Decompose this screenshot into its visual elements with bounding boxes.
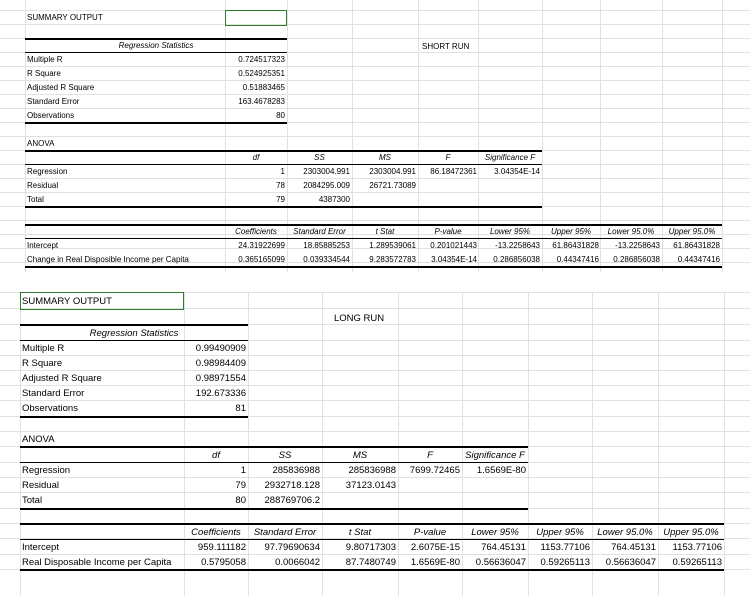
stat-value: 80 [276,111,285,120]
regression-statistics-title: Regression Statistics [89,328,179,339]
coef-value: 9.80717303 [345,542,396,553]
coef-value: 87.7480749 [345,557,396,568]
gridline [0,355,750,356]
gridline [0,66,750,67]
anova-f: 7699.72465 [409,465,460,476]
coef-value: 97.79690634 [264,542,320,553]
anova-ms: 285836988 [348,465,396,476]
coef-value: 0.286856038 [493,255,540,264]
coef-value: 0.365165099 [238,255,285,264]
coef-row-label: Intercept [27,241,59,250]
table-border [25,206,542,208]
stat-value: 192.673336 [195,388,246,399]
gridline [0,10,750,11]
regression-statistics-title: Regression Statistics [118,41,194,50]
table-border [20,508,528,510]
anova-df: 80 [235,495,246,506]
anova-ss: 288769706.2 [264,495,320,506]
coef-value: 0.5795058 [201,557,246,568]
anova-df: 1 [280,167,285,176]
anova-df: 1 [240,465,246,476]
coef-row-label: Real Disposable Income per Capita [22,557,172,568]
coef-header: Upper 95% [536,527,584,538]
stat-value: 0.51883465 [242,83,285,92]
anova-row-label: Total [22,495,43,506]
table-border [25,266,722,268]
coef-header: Upper 95% [550,227,592,236]
anova-header-ss: SS [314,153,325,162]
coef-header: t Stat [348,527,372,538]
stat-value: 0.98971554 [195,373,246,384]
coef-value: 0.039334544 [303,255,350,264]
stat-label: Adjusted R Square [27,83,95,92]
anova-df: 78 [276,181,285,190]
coef-value: 1.289539061 [369,241,416,250]
coef-value: 2.6075E-15 [410,542,460,553]
stat-value: 0.724517323 [238,55,285,64]
stat-value: 0.99490909 [195,343,246,354]
stat-label: R Square [22,358,63,369]
anova-header-ms: MS [352,450,368,461]
coef-value: 61.86431828 [552,241,599,250]
gridline [0,24,750,25]
anova-header-df: df [212,450,220,461]
coef-value: 959.111182 [197,542,246,553]
coef-value: 0.56636047 [475,557,526,568]
anova-header-f: F [427,450,433,461]
anova-sig: 3.04354E-14 [494,167,540,176]
coef-value: 1153.77106 [672,542,722,553]
gridline [0,136,750,137]
table-border [25,122,287,124]
stat-label: Adjusted R Square [22,373,102,384]
stat-label: Observations [27,111,75,120]
anova-sig: 1.6569E-80 [476,465,526,476]
table-border [20,416,248,418]
coef-header: Lower 95% [489,227,531,236]
coef-value: 18.85885253 [303,241,350,250]
coef-value: 3.04354E-14 [431,255,477,264]
anova-ms: 26721.73089 [369,181,416,190]
summary-output-title: SUMMARY OUTPUT [22,296,112,307]
coef-value: -13.2258643 [495,241,540,250]
coef-header: Lower 95% [471,527,519,538]
coef-value: 764.45131 [611,542,656,553]
anova-row-label: Residual [22,480,59,491]
coef-value: 0.44347416 [556,255,599,264]
gridline [0,94,750,95]
coef-header: t Stat [375,227,395,236]
summary-output-title: SUMMARY OUTPUT [27,13,103,22]
coef-header: P-value [413,527,447,538]
coef-value: 0.44347416 [677,255,720,264]
coef-value: 1153.77106 [540,542,590,553]
stat-label: Standard Error [27,97,80,106]
coef-value: 0.56636047 [605,557,656,568]
coef-value: 0.286856038 [613,255,660,264]
anova-ss: 4387300 [318,195,350,204]
run-label: SHORT RUN [422,42,470,51]
anova-row-label: Regression [27,167,68,176]
stat-label: Multiple R [27,55,63,64]
anova-ss: 285836988 [272,465,320,476]
coef-header: Upper 95.0% [668,227,716,236]
coef-header: Upper 95.0% [663,527,719,538]
anova-ss: 2303004.991 [303,167,350,176]
coef-row-label: Intercept [22,542,59,553]
table-border [20,569,724,571]
coef-value: -13.2258643 [615,241,660,250]
anova-ss: 2084295.009 [303,181,350,190]
coef-value: 24.31922699 [238,241,285,250]
coef-value: 9.283572783 [369,255,416,264]
gridline [0,80,750,81]
run-label: LONG RUN [334,313,385,324]
anova-row-label: Residual [27,181,59,190]
anova-df: 79 [235,480,246,491]
stat-label: Multiple R [22,343,65,354]
anova-header-df: df [252,153,260,162]
gridline [0,492,750,493]
gridline [724,292,725,596]
stat-label: R Square [27,69,61,78]
coef-value: 0.59265113 [672,557,722,568]
coef-header: Lower 95.0% [597,527,653,538]
coef-value: 764.45131 [481,542,526,553]
selected-cell-outline [225,10,287,26]
anova-ms: 2303004.991 [369,167,416,176]
coef-header: Standard Error [293,227,346,236]
stat-value: 81 [235,403,246,414]
stat-label: Standard Error [22,388,85,399]
gridline [0,431,750,432]
coef-header: Coefficients [235,227,277,236]
coef-value: 0.201021443 [430,241,477,250]
coef-row-label: Change in Real Disposible Income per Capita [27,255,189,264]
anova-ms: 37123.0143 [345,480,396,491]
coef-header: Coefficients [191,527,241,538]
coef-value: 0.59265113 [540,557,590,568]
anova-header-ms: MS [379,153,391,162]
gridline [0,220,750,221]
anova-header-sig: Significance F [465,450,525,461]
coef-header: Standard Error [253,527,317,538]
coef-header: Lower 95.0% [607,227,655,236]
stat-value: 0.524925351 [238,69,285,78]
anova-row-label: Regression [22,465,71,476]
coef-value: 61.86431828 [673,241,720,250]
stat-value: 163.4678283 [238,97,285,106]
stat-label: Observations [22,403,78,414]
anova-title: ANOVA [27,139,55,148]
anova-ss: 2932718.128 [264,480,320,491]
anova-header-f: F [445,153,451,162]
anova-df: 79 [276,195,285,204]
gridline [0,370,750,371]
gridline [0,108,750,109]
coef-value: 1.6569E-80 [410,557,460,568]
coef-header: P-value [434,227,462,236]
anova-title: ANOVA [22,434,55,445]
coef-value: 0.0066042 [275,557,320,568]
anova-row-label: Total [27,195,44,204]
gridline [0,385,750,386]
anova-f: 86.18472361 [430,167,477,176]
anova-header-sig: Significance F [484,153,536,162]
gridline [0,400,750,401]
anova-header-ss: SS [278,450,292,461]
stat-value: 0.98984409 [195,358,246,369]
